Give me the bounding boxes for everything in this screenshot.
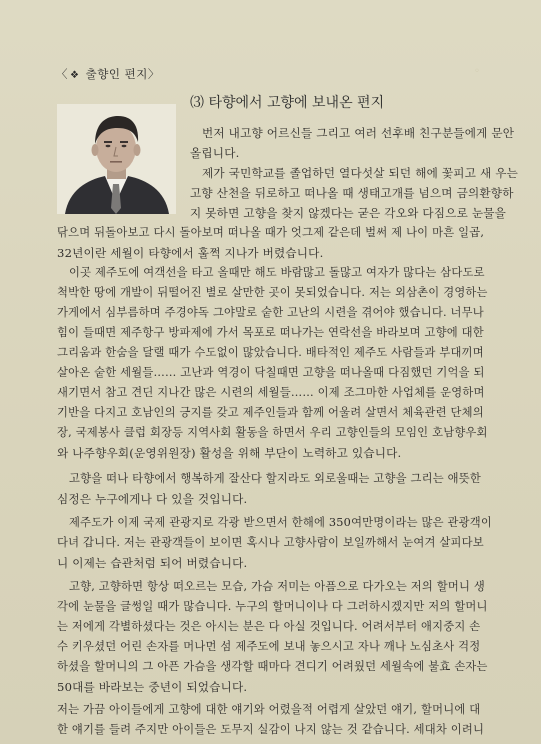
body-line: 번저 내고향 어르신들 그리고 여러 선후배 친구분들에게 문안 <box>202 126 515 140</box>
body-line: 힘이 들때면 제주항구 방파제에 가서 목포로 떠나가는 연락선을 바라보며 고향에 대한 <box>57 326 484 339</box>
body-line: 장, 국제봉사 클럽 회장등 지역사회 활동을 하면서 우리 고향인들의 모임인 호남향우회 <box>57 426 488 439</box>
section-label <box>56 66 160 82</box>
body-line: 척박한 땅에 개발이 뒤떨어진 별로 살만한 곳이 못되었습니다. 저는 외삼촌이 경영하는 <box>57 286 488 299</box>
body-line: 그리움과 한숨을 달랠 때가 수도없이 많았습니다. 배타적인 제주도 사람들과 부대끼며 <box>57 346 484 359</box>
body-line: 니 이제는 습관처럼 되어 버렸습니다. <box>57 556 248 570</box>
body-line: 다녀 갑니다. 저는 관광객들이 보이면 혹시나 고향사람이 보일까해서 눈여겨 살피다보 <box>57 536 484 549</box>
body-line: 기반을 다지고 호남인의 긍지를 갖고 제주인들과 함께 어울려 살면서 체육관련 단체의 <box>57 406 484 419</box>
body-line: 지 못하면 고향을 찾지 않겠다는 굳은 각오와 다짐으로 눈물을 <box>190 206 507 220</box>
bleed-through-mark: ◦ <box>474 66 480 77</box>
letter-title: ⑶ 타향에서 고향에 보내온 편지 <box>190 95 385 111</box>
body-line: 새기면서 참고 견딘 지나간 많은 시련의 세월들…… 이제 조그마한 사업체를 운영하며 <box>57 386 485 399</box>
body-line: 제가 국민학교를 졸업하던 열다섯살 되던 해에 꽃피고 새 우는 <box>202 166 519 180</box>
body-line: 고향을 떠나 타향에서 행복하게 잘산다 할지라도 외로울때는 고향을 그리는 애뜻한 <box>69 472 481 485</box>
body-line: 고향, 고향하면 항상 떠오르는 모습, 가슴 저미는 아픔으로 다가오는 저의 할머니 생 <box>69 580 486 593</box>
body-line: 32년이란 세월이 타향에서 훌쩍 지나가 버렸습니다. <box>57 246 324 260</box>
body-line: 50대를 바라보는 중년이 되었습니다. <box>57 680 248 694</box>
body-line: 는 저에게 각별하셨다는 것은 아시는 분은 다 아실 것입니다. 어려서부터 애지중지 손 <box>57 620 481 633</box>
diamond-icon: ❖ <box>70 70 80 81</box>
body-line: 올립니다. <box>190 146 240 160</box>
portrait-icon <box>57 104 176 214</box>
body-line: 닦으며 뒤돌아보고 다시 돌아보며 떠나올 때가 엇그제 같은데 벌써 제 나이 마흔 일곱, <box>57 226 485 239</box>
section-label-open: 〈 <box>56 67 68 81</box>
section-label-text: 출향인 편지 <box>85 67 148 81</box>
body-line: 이곳 제주도에 여객선을 타고 올때만 해도 바람많고 돌많고 여자가 많다는 삼다도로 <box>69 266 485 279</box>
body-line: 심정은 누구에게나 다 있을 것입니다. <box>57 492 248 506</box>
section-label-close: 〉 <box>147 67 160 81</box>
body-line: 저는 가끔 아이들에게 고향에 대한 얘기와 어렸을적 어렵게 살았던 얘기, 할머니에 대 <box>57 703 481 716</box>
body-line: 한 얘기를 들려 주지만 아이들은 도무지 실감이 나지 않는 것 같습니다. 세대차 이려니 <box>57 723 485 736</box>
body-line: 각에 눈물을 글썽일 때가 많습니다. 누구의 할머니이나 다 그러하시겠지만 저의 할머니 <box>57 600 488 613</box>
portrait-photo <box>57 104 176 214</box>
body-line: 고향 산천을 뒤로하고 떠나올 때 생태고개를 넘으며 금의환향하 <box>190 186 514 200</box>
body-line: 제주도가 이제 국제 관광지로 각광 받으면서 한해에 350여만명이라는 많은 관광객이 <box>69 516 493 529</box>
body-line: 살아온 숱한 세월들…… 고난과 역경이 닥칠때면 고향을 떠나올때 다짐했던 기억을 되 <box>57 366 485 379</box>
body-line: 수 키우셨던 어린 손자를 머나먼 섬 제주도에 보내 놓으시고 자나 깨나 노심초사 걱정 <box>57 640 481 653</box>
body-line: 가게에서 심부름하며 주경야독 그야말로 숱한 고난의 시련을 겪어야 했습니다. 너무나 <box>57 306 484 319</box>
body-line: 와 나주향우회(운영위원장) 활성을 위해 부단이 노력하고 있습니다. <box>57 446 402 460</box>
body-line: 하셨을 할머니의 그 아픈 가슴을 생각할 때마다 견디기 어려웠던 세월속에 불효 손자는 <box>57 660 488 673</box>
